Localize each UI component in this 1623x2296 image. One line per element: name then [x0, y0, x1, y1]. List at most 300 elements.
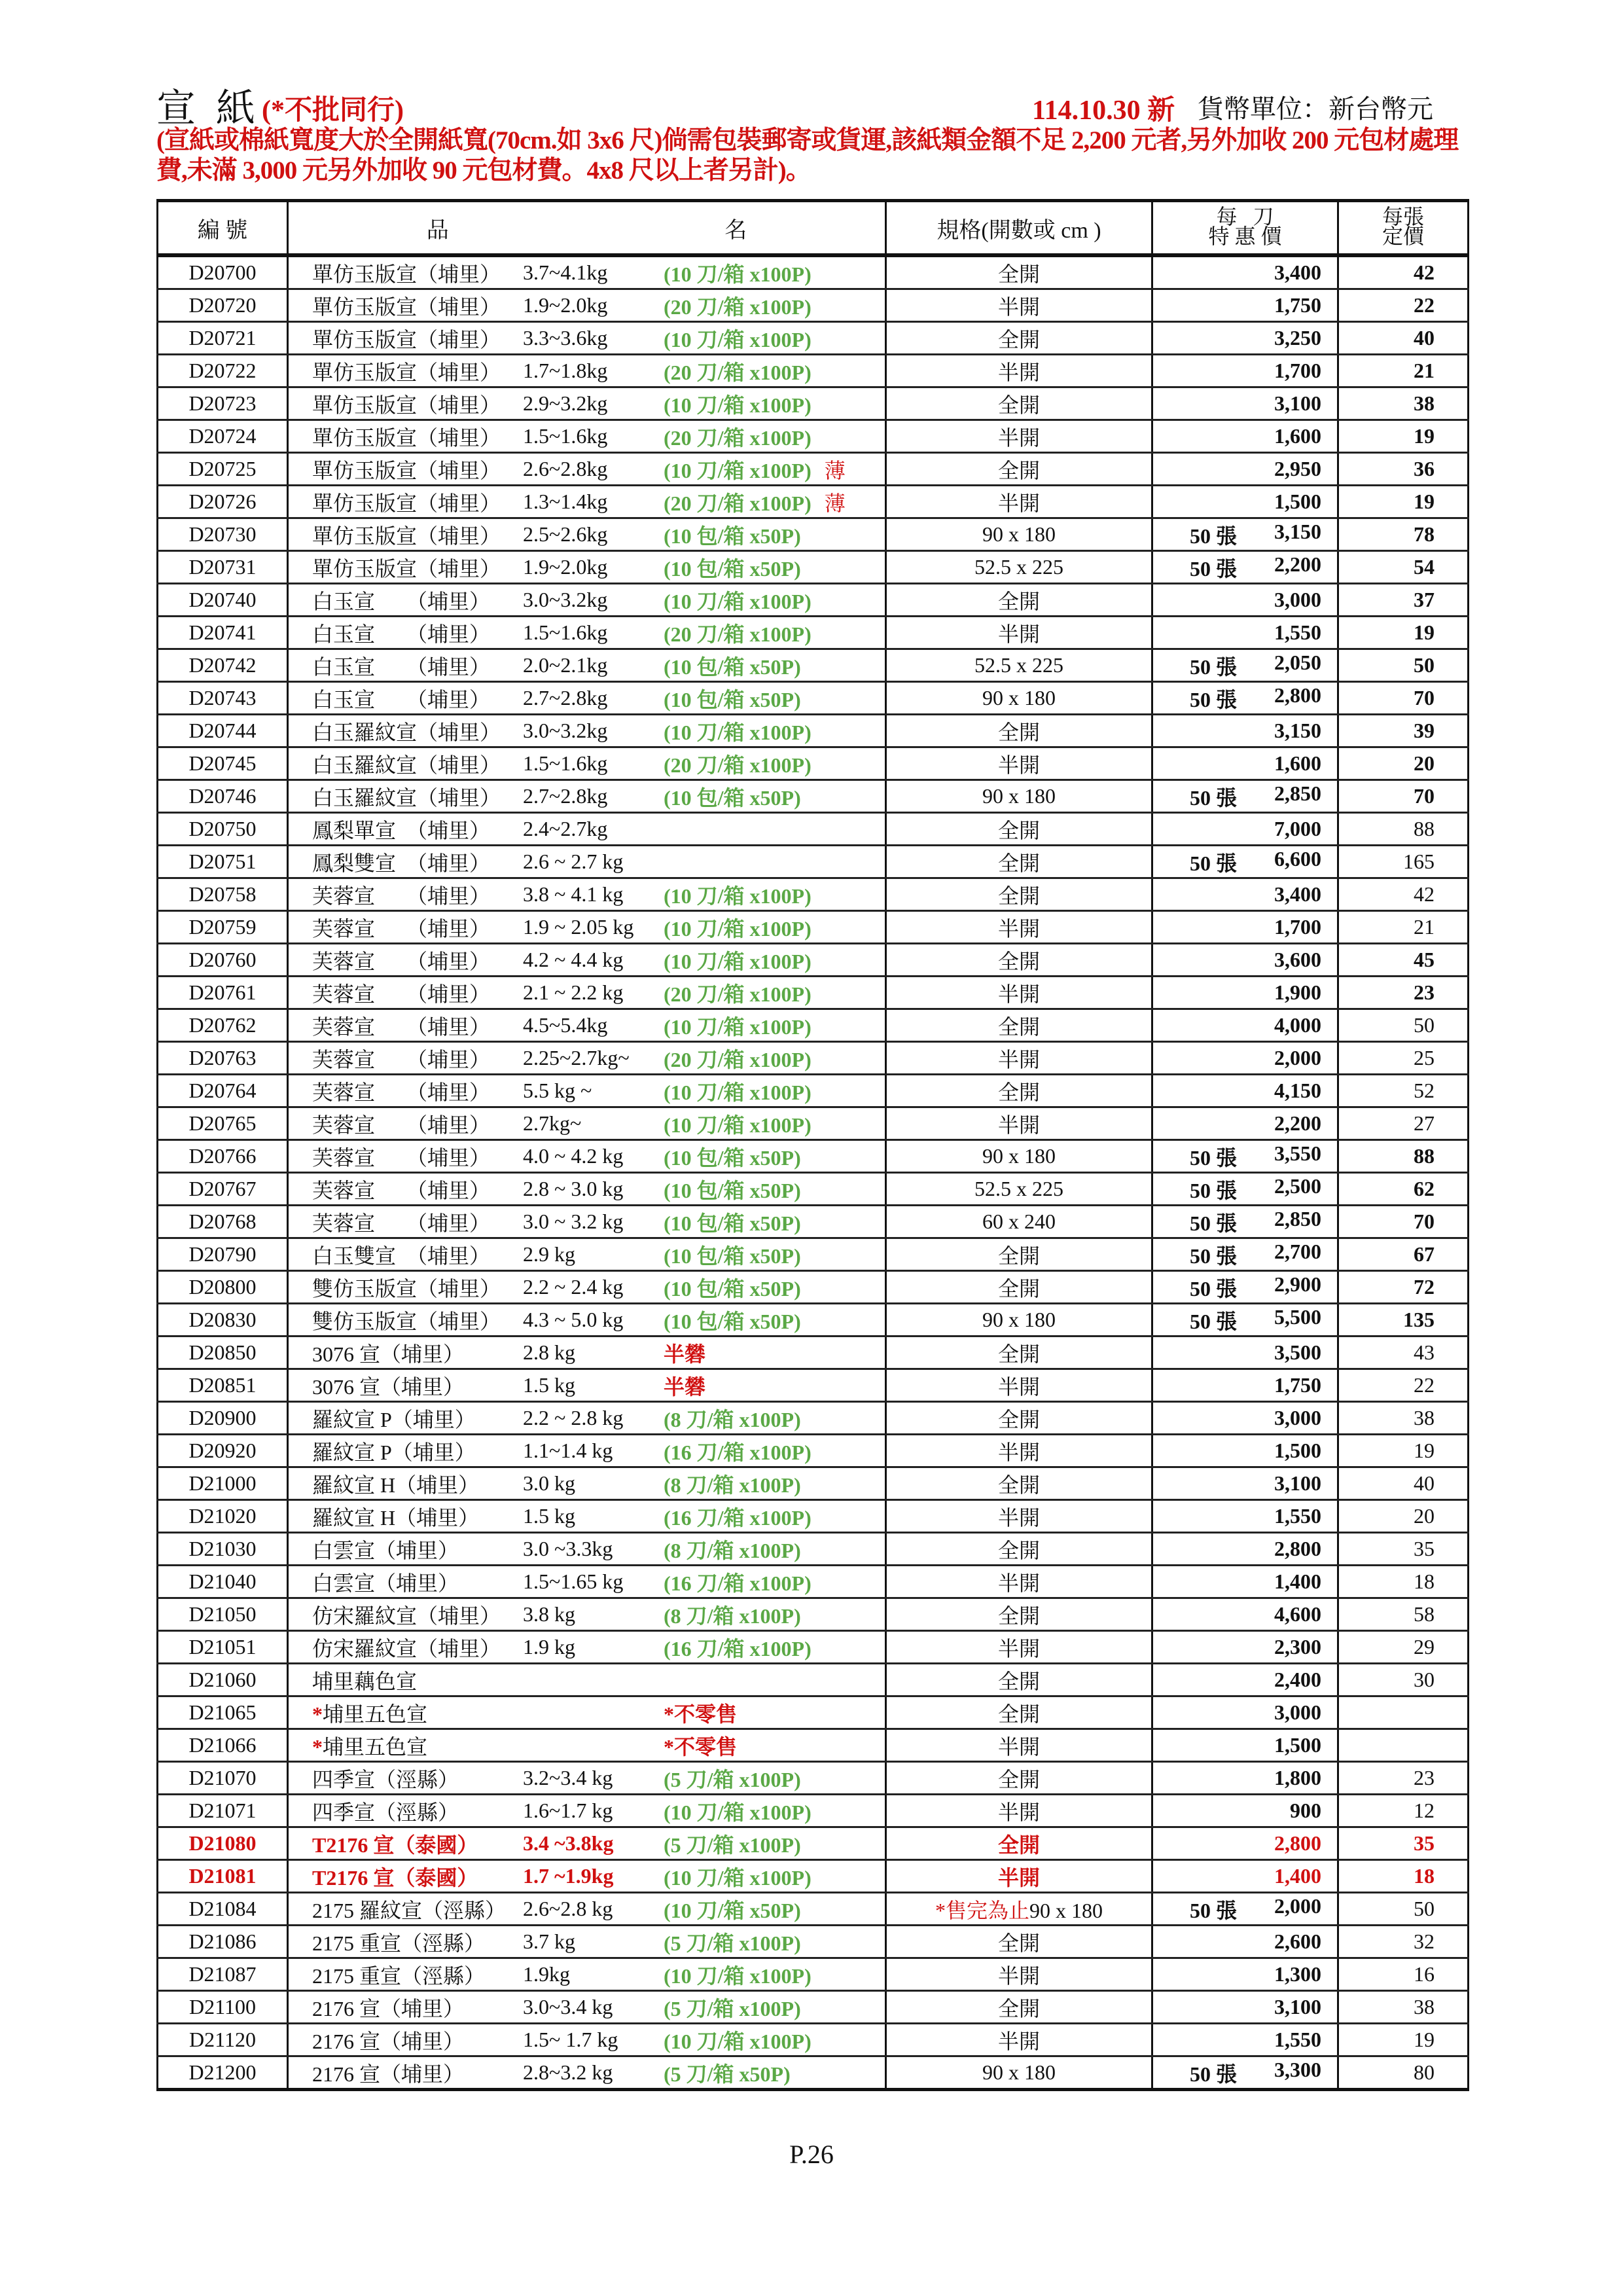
product-name-text: 白玉宣 （埔里） [312, 687, 491, 711]
table-row [158, 1860, 1469, 1893]
price-cell [1152, 1042, 1338, 1075]
product-name-cell [288, 1140, 886, 1173]
product-name [312, 847, 523, 877]
spec-value: 半開 [997, 982, 1040, 1006]
product-name [312, 1403, 523, 1433]
product-name-text: 2176 宣（埔里） [312, 1996, 465, 2020]
special-price: 1,550 [1274, 1504, 1321, 1528]
product-name-text: 仿宋羅紋宣（埔里） [312, 1636, 501, 1660]
sold-out-note: *售完為止 [935, 1898, 1029, 1922]
special-price: 1,600 [1274, 424, 1321, 448]
special-price: 1,600 [1274, 751, 1321, 775]
unit-price: 50 [1338, 1893, 1469, 1926]
product-weight: 3.7 kg [523, 1929, 575, 1953]
price-cell [1152, 747, 1338, 780]
product-name-cell [288, 1206, 886, 1238]
product-name-cell [288, 1075, 886, 1107]
spec-value: 全開 [997, 393, 1040, 417]
spec-cell [886, 551, 1152, 584]
spec-cell [886, 518, 1152, 551]
price-cell [1152, 1926, 1338, 1958]
table-row [158, 420, 1469, 453]
spec-value: 60 x 240 [982, 1210, 1056, 1233]
product-name-cell [288, 911, 886, 944]
unit-price: 22 [1338, 289, 1469, 322]
special-price: 2,800 [1274, 1537, 1321, 1560]
unit-price: 23 [1338, 1762, 1469, 1795]
table-row [158, 1140, 1469, 1173]
product-weight: 1.5 kg [523, 1504, 575, 1528]
product-code: D20751 [158, 846, 288, 878]
packing-info: (10 刀/箱 x100P) [664, 2029, 812, 2053]
unit-price: 165 [1338, 846, 1469, 878]
product-name [312, 1371, 523, 1401]
unit-price: 35 [1338, 1533, 1469, 1566]
spec-value: 全開 [997, 262, 1040, 286]
spec-cell [886, 1991, 1152, 2024]
product-weight: 2.9 kg [523, 1242, 575, 1266]
product-name-text: 芙蓉宣 （埔里） [312, 1145, 491, 1170]
price-cell [1152, 322, 1338, 355]
packing-info: (10 刀/箱 x100P) [664, 262, 812, 286]
spec-cell [886, 1729, 1152, 1762]
product-code: D20744 [158, 715, 288, 747]
unit-price: 25 [1338, 1042, 1469, 1075]
spec-value: 90 x 180 [1029, 1898, 1103, 1922]
product-name-cell [288, 1435, 886, 1467]
product-name-cell [288, 1402, 886, 1435]
product-weight: 3.0 ~ 3.2 kg [523, 1210, 624, 1233]
price-cell [1152, 1827, 1338, 1860]
product-name [312, 2058, 523, 2088]
product-code: D20764 [158, 1075, 288, 1107]
price-cell [1152, 289, 1338, 322]
special-price: 1,900 [1274, 980, 1321, 1004]
spec-value: 全開 [997, 1767, 1040, 1791]
product-name-text: 雙仿玉版宣（埔里） [312, 1276, 501, 1300]
product-name-text: 白雲宣（埔里） [312, 1571, 459, 1595]
spec-value: 全開 [997, 1702, 1040, 1726]
packing-info: (10 刀/箱 x100P) [664, 327, 812, 351]
product-weight: 4.5~5.4kg [523, 1013, 608, 1037]
unit-price: 50 [1338, 649, 1469, 682]
spec-cell [886, 911, 1152, 944]
spec-cell [886, 289, 1152, 322]
table-row [158, 1402, 1469, 1435]
product-name-cell [288, 1860, 886, 1893]
packing-info: (8 刀/箱 x100P) [664, 1407, 801, 1431]
price-cell [1152, 1467, 1338, 1500]
product-code: D20759 [158, 911, 288, 944]
product-weight: 1.5~1.6kg [523, 424, 608, 448]
spec-cell [886, 453, 1152, 486]
product-code: D20758 [158, 878, 288, 911]
product-weight: 1.9 kg [523, 1635, 575, 1659]
price-cell [1152, 1402, 1338, 1435]
packing-info: (5 刀/箱 x100P) [664, 1767, 801, 1791]
product-weight: 4.2 ~ 4.4 kg [523, 948, 624, 971]
price-cell [1152, 813, 1338, 846]
table-row [158, 2056, 1469, 2090]
pack-qty: 50 張 [1190, 785, 1238, 810]
product-name [312, 1109, 523, 1139]
unit-price: 40 [1338, 1467, 1469, 1500]
product-weight: 1.5 kg [523, 1373, 575, 1397]
product-name-cell [288, 1926, 886, 1958]
spec-value: 全開 [997, 1276, 1040, 1300]
table-row [158, 1762, 1469, 1795]
special-price: 1,400 [1274, 1864, 1321, 1888]
product-name-cell [288, 2024, 886, 2056]
spec-value: 90 x 180 [982, 784, 1056, 808]
table-header-row [158, 201, 1469, 256]
product-name-cell [288, 1042, 886, 1075]
packing-info: (10 包/箱 x50P) [664, 1211, 801, 1235]
spec-value: 90 x 180 [982, 686, 1056, 709]
packing-info: (10 刀/箱 x100P) [664, 1800, 812, 1824]
packing-info: (10 包/箱 x50P) [664, 524, 801, 548]
product-name-cell [288, 1696, 886, 1729]
currency-label: 貨幣單位：新台幣元 [1198, 94, 1433, 124]
product-weight: 1.1~1.4 kg [523, 1439, 613, 1462]
price-cell [1152, 944, 1338, 977]
product-code: D20762 [158, 1009, 288, 1042]
product-name-text: 鳳梨單宣 （埔里） [312, 818, 491, 842]
product-code: D20790 [158, 1238, 288, 1271]
product-name [312, 1207, 523, 1237]
asterisk-mark: * [312, 1734, 323, 1759]
product-name-text: 白玉宣 （埔里） [312, 655, 491, 679]
product-name [312, 618, 523, 648]
product-name-text: 單仿玉版宣（埔里） [312, 425, 501, 450]
price-cell [1152, 420, 1338, 453]
product-name [312, 1436, 523, 1466]
pack-qty: 50 張 [1190, 1309, 1238, 1333]
product-name-text: 羅紋宣 P（埔里） [312, 1440, 476, 1464]
special-price: 3,600 [1274, 948, 1321, 971]
product-name-cell [288, 420, 886, 453]
product-name [312, 880, 523, 910]
product-weight: 3.0 ~3.3kg [523, 1537, 613, 1560]
header-price-1: 每 刀 [1216, 204, 1274, 228]
spec-value: 全開 [997, 818, 1040, 842]
header-name-2: 名 [724, 218, 747, 243]
special-price: 4,000 [1274, 1013, 1321, 1037]
packing-info: (16 刀/箱 x100P) [664, 1636, 812, 1660]
product-name-cell [288, 355, 886, 387]
unit-price: 88 [1338, 813, 1469, 846]
table-row [158, 780, 1469, 813]
header-price [1152, 201, 1338, 256]
product-code: D20731 [158, 551, 288, 584]
unit-price: 38 [1338, 1991, 1469, 2024]
product-name [312, 716, 523, 746]
product-weight: 3.2~3.4 kg [523, 1766, 613, 1789]
price-cell [1152, 649, 1338, 682]
product-weight: 1.9~2.0kg [523, 555, 608, 579]
product-name-text: 2175 羅紋宣（涇縣） [312, 1898, 507, 1922]
spec-value: 半開 [997, 1047, 1040, 1071]
product-name-text: 白玉宣 （埔里） [312, 589, 491, 613]
header-unit-2: 定價 [1382, 224, 1424, 248]
price-cell [1152, 551, 1338, 584]
spec-cell [886, 1435, 1152, 1467]
product-name-text: 單仿玉版宣（埔里） [312, 458, 501, 482]
price-cell [1152, 1762, 1338, 1795]
product-name-cell [288, 1467, 886, 1500]
product-weight: 4.3 ~ 5.0 kg [523, 1308, 624, 1331]
table-row [158, 1206, 1469, 1238]
unit-price: 27 [1338, 1107, 1469, 1140]
unit-price: 19 [1338, 486, 1469, 518]
table-row [158, 977, 1469, 1009]
product-code: D20726 [158, 486, 288, 518]
table-row [158, 1336, 1469, 1369]
product-weight: 2.5~2.6kg [523, 522, 608, 546]
spec-value: 半開 [997, 1865, 1040, 1890]
packing-info: (10 刀/箱 x100P) [664, 884, 812, 908]
unit-price: 70 [1338, 780, 1469, 813]
product-remark: 半礬 [664, 1374, 706, 1399]
title-note: (*不批同行) [262, 96, 404, 126]
spec-value: 全開 [997, 720, 1040, 744]
product-name-cell [288, 1958, 886, 1991]
packing-info: (16 刀/箱 x100P) [664, 1440, 812, 1464]
special-price: 1,300 [1274, 1962, 1321, 1986]
spec-value: 全開 [997, 1407, 1040, 1431]
special-price: 2,000 [1274, 1893, 1321, 1918]
product-name-cell [288, 1893, 886, 1926]
spec-cell [886, 255, 1152, 289]
product-code: D21120 [158, 2024, 288, 2056]
product-code: D20850 [158, 1336, 288, 1369]
product-name [312, 356, 523, 386]
packing-info: (20 刀/箱 x100P) [664, 491, 812, 515]
table-row [158, 747, 1469, 780]
unit-price: 80 [1338, 2056, 1469, 2090]
product-name-cell [288, 289, 886, 322]
page-number: P.26 [789, 2140, 834, 2169]
spec-value: 全開 [997, 1538, 1040, 1562]
product-name-cell [288, 846, 886, 878]
spec-cell [886, 1893, 1152, 1926]
price-cell [1152, 1271, 1338, 1304]
price-cell [1152, 584, 1338, 617]
spec-cell [886, 1075, 1152, 1107]
packing-info: (10 刀/箱 x100P) [664, 916, 812, 941]
product-name [312, 1141, 523, 1172]
price-cell [1152, 1009, 1338, 1042]
product-weight: 1.7 ~1.9kg [523, 1864, 614, 1888]
product-name-cell [288, 878, 886, 911]
special-price: 2,000 [1274, 1046, 1321, 1069]
product-name-text: 仿宋羅紋宣（埔里） [312, 1604, 501, 1628]
packing-info: (10 刀/箱 x100P) [664, 1964, 812, 1988]
spec-cell [886, 1140, 1152, 1173]
table-row [158, 1664, 1469, 1696]
table-row [158, 2024, 1469, 2056]
table-row [158, 1729, 1469, 1762]
spec-value: 半開 [997, 1636, 1040, 1660]
spec-cell [886, 1402, 1152, 1435]
table-row [158, 486, 1469, 518]
spec-cell [886, 1238, 1152, 1271]
table-row [158, 1369, 1469, 1402]
spec-cell [886, 1664, 1152, 1696]
packing-info: (10 包/箱 x50P) [664, 556, 801, 581]
pack-qty: 50 張 [1190, 1178, 1238, 1202]
product-name-text: 單仿玉版宣（埔里） [312, 556, 501, 581]
unit-price: 70 [1338, 682, 1469, 715]
product-weight: 2.2 ~ 2.8 kg [523, 1406, 624, 1429]
product-name-text: T2176 宣（泰國） [312, 1833, 478, 1857]
thin-note: 薄 [824, 458, 846, 482]
spec-cell [886, 1795, 1152, 1827]
product-weight: 2.4~2.7kg [523, 817, 608, 840]
product-name-cell [288, 977, 886, 1009]
packing-info: (10 刀/箱 x100P) [664, 589, 812, 613]
spec-cell [886, 1631, 1152, 1664]
price-cell [1152, 682, 1338, 715]
product-weight: 2.8 ~ 3.0 kg [523, 1177, 624, 1200]
product-weight: 1.5~ 1.7 kg [523, 2028, 618, 2051]
price-cell [1152, 255, 1338, 289]
special-price: 2,600 [1274, 1929, 1321, 1953]
unit-price: 35 [1338, 1827, 1469, 1860]
unit-price: 20 [1338, 747, 1469, 780]
product-code: D20767 [158, 1173, 288, 1206]
product-name-text: 單仿玉版宣（埔里） [312, 491, 501, 515]
product-code: D20750 [158, 813, 288, 846]
product-name-text: 埔里藕色宣 [312, 1669, 418, 1693]
spec-cell [886, 1566, 1152, 1598]
special-price: 1,800 [1274, 1766, 1321, 1789]
packing-info: (20 刀/箱 x100P) [664, 1047, 812, 1071]
special-price: 3,000 [1274, 1406, 1321, 1429]
product-name-cell [288, 747, 886, 780]
product-name [312, 781, 523, 812]
product-code: D21030 [158, 1533, 288, 1566]
price-cell [1152, 1566, 1338, 1598]
price-cell [1152, 1336, 1338, 1369]
product-name-text: 四季宣（涇縣） [312, 1800, 459, 1824]
unit-price: 39 [1338, 715, 1469, 747]
special-price: 7,000 [1274, 817, 1321, 840]
table-row [158, 453, 1469, 486]
spec-value: 全開 [997, 327, 1040, 351]
packing-info: (5 刀/箱 x50P) [664, 2062, 791, 2086]
price-cell [1152, 1958, 1338, 1991]
product-name-cell [288, 486, 886, 518]
spec-cell [886, 1500, 1152, 1533]
special-price: 1,550 [1274, 620, 1321, 644]
spec-cell [886, 1860, 1152, 1893]
unit-price: 50 [1338, 1009, 1469, 1042]
price-cell [1152, 1631, 1338, 1664]
price-cell [1152, 846, 1338, 878]
price-cell [1152, 1860, 1338, 1893]
spec-value: 全開 [997, 1669, 1040, 1693]
product-weight: 5.5 kg ~ [523, 1079, 592, 1102]
special-price: 2,050 [1274, 650, 1321, 674]
product-code: D20900 [158, 1402, 288, 1435]
product-code: D20851 [158, 1369, 288, 1402]
pack-qty: 50 張 [1190, 524, 1238, 548]
spec-value: 全開 [997, 1833, 1040, 1857]
special-price: 1,700 [1274, 359, 1321, 382]
product-name-cell [288, 1729, 886, 1762]
table-row [158, 846, 1469, 878]
product-code: D20700 [158, 255, 288, 289]
spec-cell [886, 1336, 1152, 1369]
price-cell [1152, 1435, 1338, 1467]
product-name-text: 單仿玉版宣（埔里） [312, 327, 501, 351]
price-cell [1152, 355, 1338, 387]
product-name-cell [288, 1500, 886, 1533]
product-name-cell [288, 1533, 886, 1566]
packing-info: (10 包/箱 x50P) [664, 785, 801, 810]
product-weight: 1.9~2.0kg [523, 293, 608, 317]
product-name [312, 454, 523, 484]
price-cell [1152, 453, 1338, 486]
price-cell [1152, 1107, 1338, 1140]
product-code: D21066 [158, 1729, 288, 1762]
product-code: D20724 [158, 420, 288, 453]
special-price: 2,400 [1274, 1668, 1321, 1691]
product-weight: 3.0~3.4 kg [523, 1995, 613, 2018]
product-name [312, 1698, 523, 1728]
spec-value: 半開 [997, 2029, 1040, 2053]
spec-cell [886, 944, 1152, 977]
spec-cell [886, 813, 1152, 846]
packing-info: (16 刀/箱 x100P) [664, 1505, 812, 1530]
spec-value: 半開 [997, 1734, 1040, 1759]
product-name [312, 1240, 523, 1270]
product-code: D20745 [158, 747, 288, 780]
table-row [158, 617, 1469, 649]
spec-value: 全開 [997, 1931, 1040, 1955]
spec-cell [886, 1271, 1152, 1304]
packing-info: (10 刀/箱 x100P) [664, 393, 812, 417]
product-name [312, 389, 523, 419]
spec-cell [886, 1009, 1152, 1042]
table-row [158, 387, 1469, 420]
price-cell [1152, 1696, 1338, 1729]
product-name-cell [288, 584, 886, 617]
spec-cell [886, 747, 1152, 780]
spec-cell [886, 420, 1152, 453]
spec-value: 全開 [997, 1473, 1040, 1497]
product-code: D21081 [158, 1860, 288, 1893]
product-code: D21060 [158, 1664, 288, 1696]
table-row [158, 518, 1469, 551]
price-cell [1152, 2056, 1338, 2090]
spec-value: 半開 [997, 1505, 1040, 1530]
page-title: 宣 紙 [156, 87, 260, 130]
spec-value: 全開 [997, 1244, 1040, 1268]
unit-price: 30 [1338, 1664, 1469, 1696]
pack-qty: 50 張 [1190, 1276, 1238, 1300]
spec-value: 全開 [997, 949, 1040, 973]
product-name [312, 1796, 523, 1826]
packing-info: (10 包/箱 x50P) [664, 1309, 801, 1333]
product-weight: 3.0 kg [523, 1471, 575, 1495]
product-name-cell [288, 617, 886, 649]
product-name-text: 芙蓉宣 （埔里） [312, 916, 491, 941]
price-cell [1152, 1238, 1338, 1271]
unit-price: 40 [1338, 322, 1469, 355]
price-cell [1152, 1893, 1338, 1926]
